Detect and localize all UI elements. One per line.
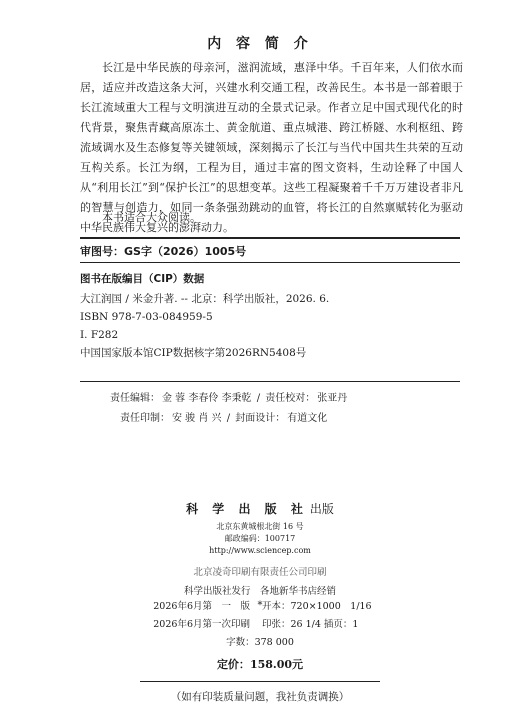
editor-label: 责任编辑： [110, 393, 160, 404]
spec-block [0, 598, 520, 674]
footer-note: （如有印装质量问题，我社负责调换） [170, 691, 350, 703]
credit-separator: / [226, 413, 231, 424]
audience-note: 本书适合大众阅读。 [102, 211, 201, 224]
sheets-text: 印张：26 1/4 插页：1 [262, 619, 359, 630]
intro-paragraph: 长江是中华民族的母亲河，滋润流域，惠泽中华。千百年来，人们依水而居，适应并改造这条大河，兴建水利交通工程，改善民生。本书是一部着眼于长江流域重大工程与文明演进互动的全景式记录。作者立足中国式现代化的时代背景，聚焦青藏高原冻土、黄金航道、重点城港、跨江桥隧、水利枢纽、跨流域调水及生态修复等关键领域，深刻揭示了长江与当代中国共生共荣的互动互构关系。长江为纲，工程为目，通过丰富的图文资料，生动诠释了中国人从“利用长江”到“保护长江”的思想变革。这些工程凝聚着千千万万建设者非凡的智慧与创造力，如同一条条强劲跳动的血管，将长江的自然禀赋转化为驱动中华民族伟大复兴的澎湃动力。 [80, 61, 463, 234]
proofreader-name: 张亚丹 [317, 393, 348, 404]
price-value: 158.00元 [249, 658, 304, 671]
publisher-suffix: 出版 [309, 502, 334, 516]
impression-text: 2026年6月第一次印刷 [153, 619, 250, 630]
credits-block [0, 389, 520, 429]
publisher-postcode: 邮政编码：100717 [224, 534, 296, 543]
printing-label: 责任印制： [120, 413, 170, 424]
credit-separator: / [256, 393, 261, 404]
spec-row-price [0, 656, 520, 674]
intro-title: 内 容 简 介 [207, 36, 313, 52]
spec-row-edition [0, 598, 520, 616]
publisher-name-text: 科 学 出 版 社 [186, 502, 308, 516]
spec-row-impression [0, 616, 520, 634]
word-count: 字数：378 000 [226, 637, 294, 648]
cip-data [80, 270, 460, 362]
cip-heading: 图书在版编目（CIP）数据 [80, 273, 205, 285]
divider-bottom [140, 681, 380, 682]
map-approval-number: 审图号：GS字（2026）1005号 [80, 245, 247, 258]
publisher-info [0, 521, 520, 557]
publisher-name [0, 500, 520, 517]
distributor-line: 科学出版社发行 各地新华书店经销 [183, 586, 336, 597]
divider-top [80, 237, 460, 239]
proofreader-label: 责任校对： [265, 393, 316, 404]
publisher-block [0, 500, 520, 557]
cip-isbn-line: ISBN 978-7-03-084959-5 [80, 311, 213, 323]
edition-text: 2026年6月第 一 版 [153, 601, 250, 612]
printing-names: 安 骏 肖 兴 [172, 413, 222, 424]
divider-cip [80, 381, 460, 382]
printer-line: 北京凌奇印刷有限责任公司印刷 [193, 567, 327, 578]
cip-title-line: 大江润国 / 米金升著. -- 北京：科学出版社，2026. 6. [80, 293, 330, 305]
cip-class-line: Ⅰ. F282 [80, 329, 119, 341]
price-label: 定价： [216, 658, 250, 671]
cip-record-line: 中国国家版本馆CIP数据核字第2026RN5408号 [80, 347, 307, 359]
divider-map [80, 262, 460, 263]
publisher-website: http://www.sciencep.com [209, 546, 311, 555]
format-text: 开本：720×1000 1/16 [262, 601, 372, 612]
price [0, 656, 520, 674]
publisher-address: 北京东黄城根北街 16 号 [216, 522, 304, 531]
spec-row-wordcount [0, 634, 520, 652]
credits-row-production [0, 409, 520, 429]
design-label: 封面设计： [235, 413, 286, 424]
credits-row-editors [0, 389, 520, 409]
design-name: 有道文化 [287, 413, 328, 424]
separator-star: * [257, 600, 263, 611]
editor-names: 金 蓉 李春伶 李秉乾 [162, 393, 252, 404]
